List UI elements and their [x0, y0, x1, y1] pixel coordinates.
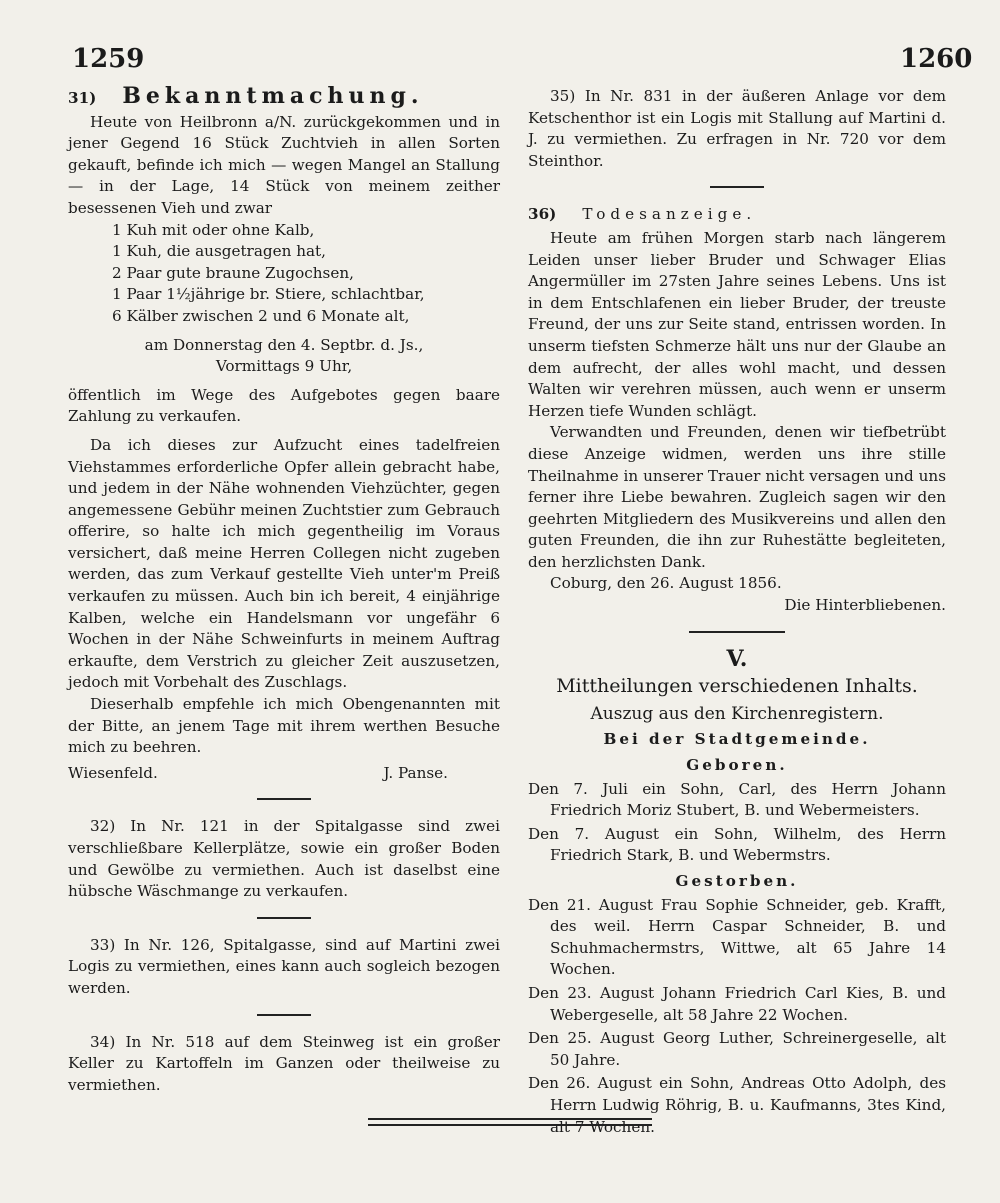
- livestock-item: 2 Paar gute braune Zugochsen,: [112, 263, 354, 282]
- page-number-right: 1260: [900, 44, 973, 74]
- notice-31-intro: Heute von Heilbronn a/N. zurückgekommen und in jener Gegend 16 Stück Zuchtvieh in allen Sorten gekauft, befinde ich mich — wegen Mangel an Stallung — in der Lage, 14 Stück von meinem zeither besessenen Vieh und zwar: [68, 112, 500, 217]
- death-entry: Den 23. August Johann Friedrich Carl Kies, B. und Webergeselle, alt 58 Jahre 22 Wochen.: [528, 983, 946, 1024]
- notice-31-place: Wiesenfeld.: [68, 763, 158, 782]
- births-heading: Geboren.: [686, 756, 788, 775]
- death-entry: Den 25. August Georg Luther, Schreinergeselle, alt 50 Jahre.: [528, 1029, 946, 1069]
- right-column: [528, 86, 946, 1138]
- notice-31-title: Bekanntmachung.: [122, 83, 424, 109]
- auction-date: am Donnerstag den 4. Septbr. d. Js.,: [144, 335, 424, 354]
- notice-31-signature-row: [68, 763, 500, 785]
- notice-31-number: 31): [68, 89, 97, 107]
- section-number: V.: [726, 645, 748, 672]
- birth-entry: Den 7. Juli ein Sohn, Carl, des Herrn Johann Friedrich Moriz Stubert, B. und Webermeisters.: [528, 779, 946, 820]
- birth-entry: Den 7. August ein Sohn, Wilhelm, des Herrn Friedrich Stark, B. und Webermstrs.: [528, 824, 946, 865]
- notice-33: 33) In Nr. 126, Spitalgasse, sind auf Martini zwei Logis zu vermiethen, eines kann auch sogleich bezogen werden.: [68, 935, 500, 997]
- death-entry: Den 21. August Frau Sophie Schneider, geb. Krafft, des weil. Herrn Caspar Schneider, B. und Schuhmachermstrs, Wittwe, alt 65 Jahre 14 Wochen.: [528, 895, 946, 979]
- notice-32: 32) In Nr. 121 in der Spitalgasse sind zwei verschließbare Kellerplätze, sowie ein großer Boden und Gewölbe zu vermiethen. Auch ist daselbst eine hübsche Wäschmange zu verkaufen.: [68, 817, 500, 901]
- notice-31-sale: öffentlich im Wege des Aufgebotes gegen baare Zahlung zu verkaufen.: [68, 385, 500, 426]
- notice-35: 35) In Nr. 831 in der äußeren Anlage vor dem Ketschenthor ist ein Logis mit Stallung auf Martini d. J. zu vermiethen. Zu erfragen in Nr. 720 vor dem Steinthor.: [528, 87, 946, 170]
- notice-36-heading: [528, 204, 946, 226]
- section-title: Mittheilungen verschiedenen Inhalts.: [556, 675, 918, 698]
- notice-34: 34) In Nr. 518 auf dem Steinweg ist ein großer Keller zu Kartoffeln im Ganzen oder theilweise zu vermiethen.: [68, 1032, 500, 1094]
- section-subtitle: Auszug aus den Kirchenregistern.: [590, 703, 884, 724]
- livestock-item: 1 Kuh mit oder ohne Kalb,: [112, 220, 315, 239]
- livestock-list: [68, 220, 500, 328]
- livestock-item: 1 Kuh, die ausgetragen hat,: [112, 242, 326, 261]
- divider: [710, 186, 764, 188]
- deaths-heading: Gestorben.: [675, 872, 799, 890]
- left-column: [68, 83, 500, 1096]
- livestock-item: 6 Kälber zwischen 2 und 6 Monate alt,: [112, 306, 410, 325]
- page-number-left: 1259: [72, 44, 145, 74]
- livestock-item: 1 Paar 1½jährige br. Stiere, schlachtbar,: [112, 285, 425, 304]
- parish-heading: Bei der Stadtgemeinde.: [603, 730, 871, 749]
- obituary-signature: Die Hinterbliebenen.: [784, 596, 946, 615]
- notice-31-closing: Dieserhalb empfehle ich mich Obengenannten mit der Bitte, an jenem Tage mit ihrem werthen Besuche mich zu beehren.: [68, 695, 500, 757]
- obituary-thanks: Verwandten und Freunden, denen wir tiefbetrübt diese Anzeige widmen, werden uns ihre stille Theilnahme in unserer Trauer nicht versagen und uns ferner ihre Liebe bewahren. Zugleich sagen wir den geehrten Mitgliedern des Musikvereins und allen den guten Freunden, die ihn zur Ruhestätte begleiteten, den herzlichsten Dank.: [528, 423, 946, 571]
- notice-36-title: Todesanzeige.: [582, 205, 757, 224]
- divider: [257, 798, 311, 800]
- notice-31-signature: J. Panse.: [383, 763, 448, 782]
- divider: [257, 917, 311, 919]
- obituary-text: Heute am frühen Morgen starb nach längerem Leiden unser lieber Bruder und Schwager Elias Angermüller im 27sten Jahre seines Lebens. Uns ist in dem Entschlafenen ein lieber Bruder, der treuste Freund, der uns zur Seite stand, entrissen worden. In unserm tiefsten Schmerze hält uns nur der Glaube an dem aufrecht, der alles wohl macht, und dessen Walten wir verehren müssen, auch wenn er unserm Herzen tiefe Wunden schlägt.: [528, 228, 946, 420]
- notice-31-body: Da ich dieses zur Aufzucht eines tadelfreien Viehstammes erforderliche Opfer allein gebracht habe, und jedem in der Nähe wohnenden Viehzüchter, gegen angemessene Gebühr meinen Zuchtstier zum Gebrauch offerire, so halte ich mich gegentheilig im Voraus versichert, daß meine Herren Collegen nicht zugeben werden, das zum Verkauf gestellte Vieh unter'm Preiß verkaufen zu müssen. Auch bin ich bereit, 4 einjährige Kalben, welche ein Handelsmann vor ungefähr 6 Wochen in der Nähe Schweinfurts in meinem Auftrag erkaufte, dem Verstrich zu gleicher Zeit auszusetzen, jedoch mit Vorbehalt des Zuschlags.: [68, 435, 500, 692]
- divider: [257, 1014, 311, 1016]
- death-entry: Den 26. August ein Sohn, Andreas Otto Adolph, des Herrn Ludwig Röhrig, B. u. Kaufmanns, 3tes Kind, alt 7 Wochen.: [528, 1074, 946, 1136]
- obituary-date: Coburg, den 26. August 1856.: [550, 574, 782, 593]
- divider: [689, 631, 785, 633]
- auction-time: Vormittags 9 Uhr,: [215, 357, 353, 376]
- notice-31-heading: [68, 83, 500, 110]
- notice-36-number: 36): [528, 205, 557, 224]
- footer-double-rule: [368, 1118, 652, 1126]
